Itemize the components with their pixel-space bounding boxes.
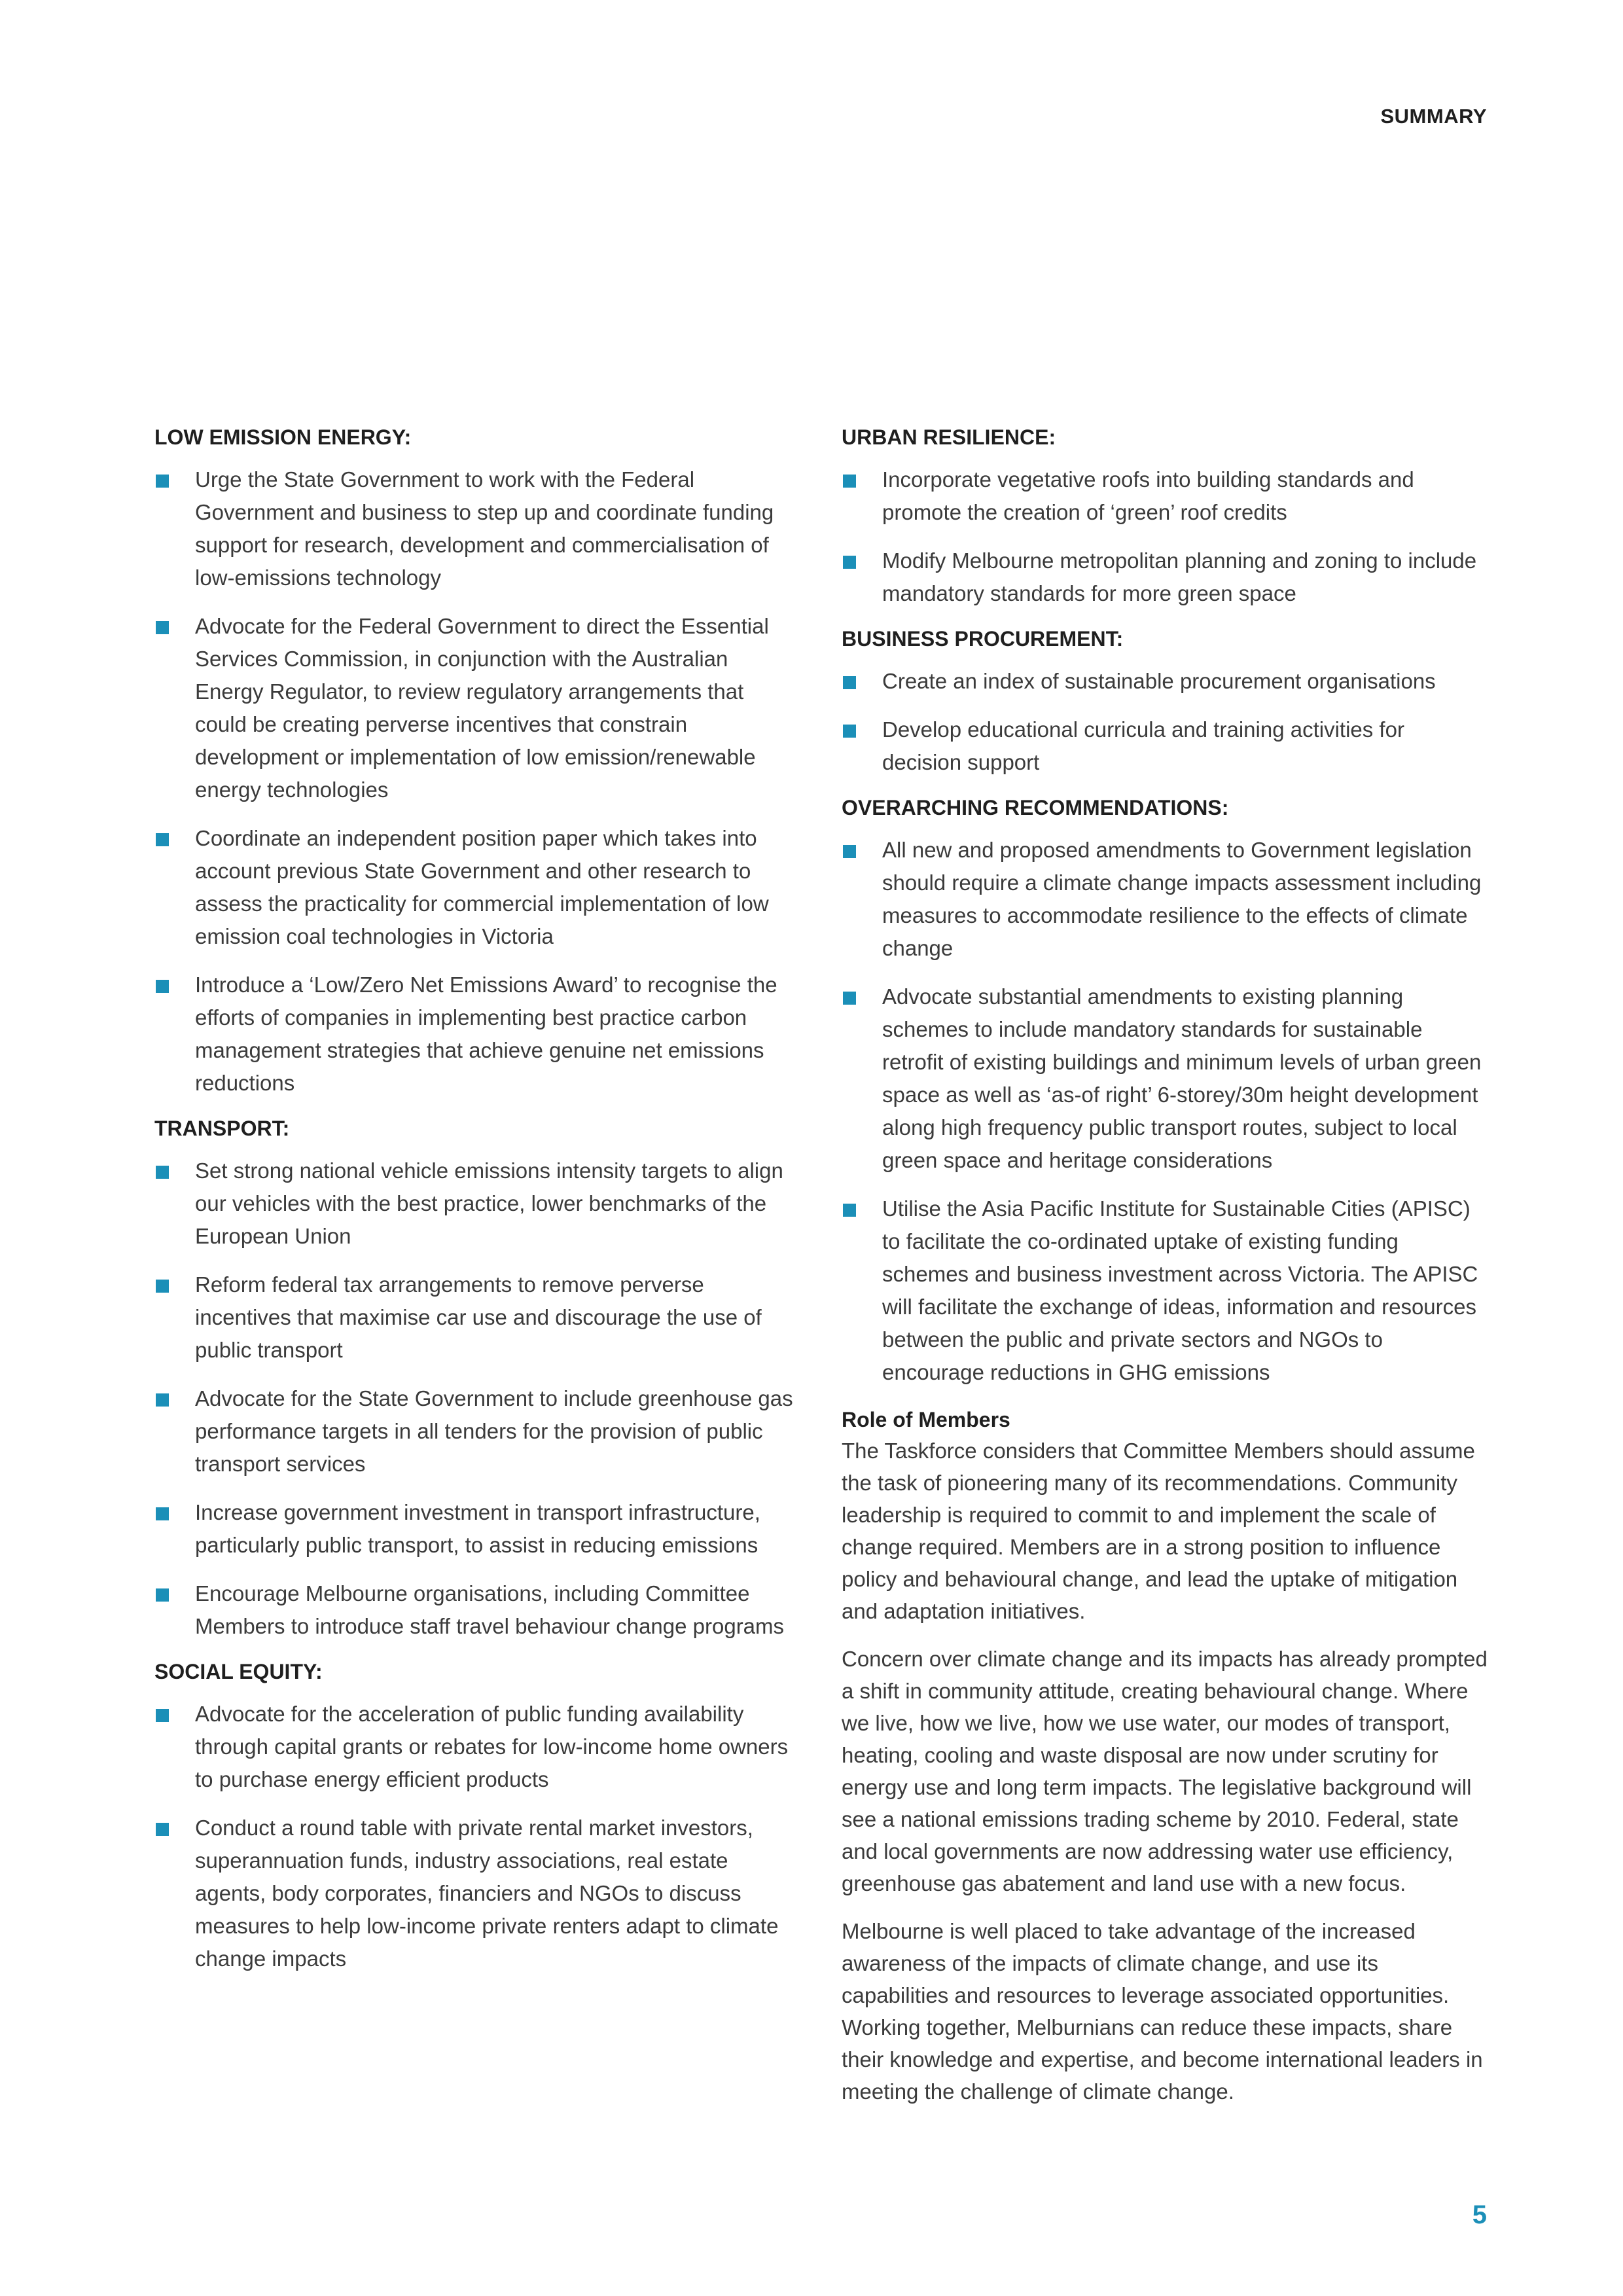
section-transport [154, 1115, 796, 1643]
list-item [842, 1193, 1489, 1389]
square-bullet-icon [156, 475, 169, 488]
list-item-text: Increase government investment in transport infrastructure, particularly public transport, to assist in reducing emissions [195, 1500, 760, 1557]
section-title: TRANSPORT: [154, 1117, 290, 1140]
body-paragraph: Melbourne is well placed to take advantage of the increased awareness of the impacts of climate change, and use its capabilities and resources to leverage associated opportunities. Working together, Melburnians can reduce these impacts, share their knowledge and expertise, and become international leaders in meeting the challenge of climate change. [842, 1919, 1483, 2104]
square-bullet-icon [156, 833, 169, 846]
list-item [154, 1496, 796, 1562]
square-bullet-icon [156, 1709, 169, 1722]
section-label: SUMMARY [1380, 105, 1487, 128]
section-title: URBAN RESILIENCE: [842, 425, 1056, 449]
square-bullet-icon [156, 980, 169, 993]
section-title: SOCIAL EQUITY: [154, 1660, 323, 1683]
body-paragraph: The Taskforce considers that Committee Members should assume the task of pioneering many of its recommendations. Community leadership is required to commit to and implement the scale of change required. Members are in a strong position to influence policy and behavioural change, and lead the uptake of mitigation and adaptation initiatives. [842, 1439, 1475, 1623]
list-item [154, 610, 796, 806]
section-urban-resilience [842, 424, 1489, 610]
list-item [842, 463, 1489, 529]
square-bullet-icon [843, 1204, 856, 1217]
list-item [154, 1577, 796, 1643]
right-column [842, 424, 1489, 2123]
body-paragraph: Concern over climate change and its impacts has already prompted a shift in community attitude, creating behavioural change. Where we live, how we live, how we use water, our modes of transport, heating, cooling and waste disposal are now under scrutiny for energy use and long term impacts. The legislative background will see a national emissions trading scheme by 2010. Federal, state and local governments are now addressing water use efficiency, greenhouse gas abatement and land use with a new focus. [842, 1647, 1488, 1895]
left-column [154, 424, 796, 1991]
list-item-text: Create an index of sustainable procurement organisations [882, 669, 1436, 693]
role-of-members-heading: Role of Members [842, 1408, 1010, 1431]
list-item-text: Coordinate an independent position paper which takes into account previous State Government and other research to assess the practicality for commercial implementation of low emission coal technologies in Victoria [195, 826, 769, 948]
section-title: LOW EMISSION ENERGY: [154, 425, 412, 449]
square-bullet-icon [843, 676, 856, 689]
square-bullet-icon [156, 1166, 169, 1179]
list-item [154, 822, 796, 953]
list-item-text: Utilise the Asia Pacific Institute for Sustainable Cities (APISC) to facilitate the co-ordinated uptake of existing funding schemes and business investment across Victoria. The APISC will facilitate the exchange of ideas, information and resources between the public and private sectors and NGOs to encourage reductions in GHG emissions [882, 1196, 1478, 1384]
square-bullet-icon [156, 1588, 169, 1602]
list-item-text: Advocate for the Federal Government to direct the Essential Services Commission, in conjunction with the Australian Energy Regulator, to review regulatory arrangements that could be creating perverse incentives that constrain development or implementation of low emission/renewable energy technologies [195, 614, 769, 802]
square-bullet-icon [156, 621, 169, 634]
list-item-text: Advocate for the State Government to include greenhouse gas performance targets in all tenders for the provision of public transport services [195, 1386, 793, 1476]
list-item [842, 545, 1489, 610]
list-item [154, 1812, 796, 1975]
list-item-text: Develop educational curricula and training activities for decision support [882, 717, 1404, 774]
list-item-text: Modify Melbourne metropolitan planning and zoning to include mandatory standards for more green space [882, 548, 1477, 605]
recommendation-list [842, 463, 1489, 610]
list-item-text: Set strong national vehicle emissions intensity targets to align our vehicles with the best practice, lower benchmarks of the European Union [195, 1158, 783, 1248]
recommendation-list [842, 834, 1489, 1389]
list-item [154, 969, 796, 1100]
square-bullet-icon [843, 992, 856, 1005]
square-bullet-icon [843, 845, 856, 858]
section-low-emission-energy [154, 424, 796, 1100]
list-item-text: All new and proposed amendments to Government legislation should require a climate change impacts assessment including measures to accommodate resilience to the effects of climate change [882, 838, 1482, 960]
square-bullet-icon [156, 1280, 169, 1293]
square-bullet-icon [156, 1393, 169, 1407]
recommendation-list [842, 665, 1489, 779]
list-item-text: Reform federal tax arrangements to remove perverse incentives that maximise car use and discourage the use of public transport [195, 1272, 762, 1362]
list-item-text: Advocate substantial amendments to existing planning schemes to include mandatory standards for sustainable retrofit of existing buildings and minimum levels of urban green space as well as ‘as-of right’ 6-storey/30m height development along high frequency public transport routes, subject to local green space and heritage considerations [882, 984, 1482, 1172]
section-overarching-recommendations [842, 795, 1489, 1389]
list-item [842, 834, 1489, 965]
list-item [154, 1268, 796, 1367]
square-bullet-icon [156, 1507, 169, 1520]
square-bullet-icon [843, 475, 856, 488]
list-item-text: Advocate for the acceleration of public funding availability through capital grants or rebates for low-income home owners to purchase energy efficient products [195, 1702, 789, 1791]
recommendation-list [154, 1155, 796, 1643]
list-item-text: Encourage Melbourne organisations, including Committee Members to introduce staff travel behaviour change programs [195, 1581, 785, 1638]
recommendation-list [154, 463, 796, 1100]
square-bullet-icon [843, 725, 856, 738]
section-social-equity [154, 1659, 796, 1975]
list-item [842, 713, 1489, 779]
recommendation-list [154, 1698, 796, 1975]
section-title: OVERARCHING RECOMMENDATIONS: [842, 796, 1229, 819]
section-title: BUSINESS PROCUREMENT: [842, 627, 1124, 651]
section-business-procurement [842, 626, 1489, 779]
list-item-text: Conduct a round table with private rental market investors, superannuation funds, industry associations, real estate agents, body corporates, financiers and NGOs to discuss measures to help low-income private renters adapt to climate change impacts [195, 1816, 779, 1971]
square-bullet-icon [843, 556, 856, 569]
list-item [154, 1155, 796, 1253]
page-number: 5 [1472, 2200, 1487, 2229]
list-item-text: Incorporate vegetative roofs into building standards and promote the creation of ‘green’ roof credits [882, 467, 1414, 524]
list-item [154, 463, 796, 594]
list-item [154, 1382, 796, 1480]
list-item-text: Urge the State Government to work with the Federal Government and business to step up and coordinate funding support for research, development and commercialisation of low-emissions technology [195, 467, 774, 590]
role-of-members [842, 1405, 1489, 2108]
square-bullet-icon [156, 1823, 169, 1836]
list-item [154, 1698, 796, 1796]
list-item [842, 980, 1489, 1177]
list-item [842, 665, 1489, 698]
list-item-text: Introduce a ‘Low/Zero Net Emissions Award’ to recognise the efforts of companies in implementing best practice carbon management strategies that achieve genuine net emissions reductions [195, 973, 777, 1095]
